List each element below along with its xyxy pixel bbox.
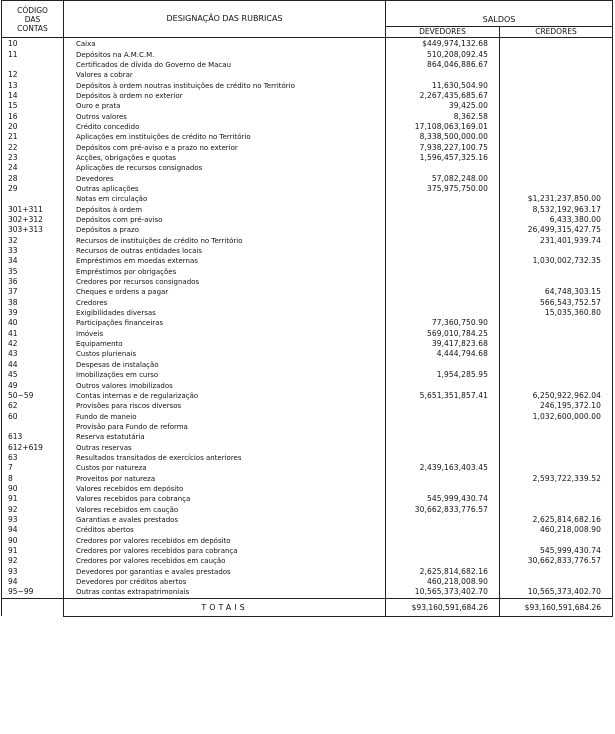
account-description: Empréstimos por obrigações <box>64 267 386 277</box>
devedores-value: 5,651,351,857.41 <box>386 391 500 401</box>
account-code: 94 <box>2 577 64 587</box>
account-code: 613 <box>2 432 64 442</box>
account-code <box>2 60 64 70</box>
account-description: Ouro e prata <box>64 101 386 111</box>
devedores-value <box>386 287 500 297</box>
credores-value <box>500 153 613 163</box>
account-code: 13 <box>2 80 64 90</box>
account-code: 93 <box>2 567 64 577</box>
table-row <box>2 60 613 70</box>
devedores-value: $449,974,132.68 <box>386 38 500 50</box>
account-code: 50~59 <box>2 391 64 401</box>
table-row <box>2 122 613 132</box>
totals-label: TOTAIS <box>64 598 386 616</box>
devedores-value: 2,439,163,403.45 <box>386 463 500 473</box>
account-description: Imóveis <box>64 329 386 339</box>
devedores-value: 17,108,063,169.01 <box>386 122 500 132</box>
credores-value <box>500 318 613 328</box>
account-description: Depósitos à ordem <box>64 205 386 215</box>
account-code: 42 <box>2 339 64 349</box>
devedores-value <box>386 515 500 525</box>
devedores-value: 39,417,823.68 <box>386 339 500 349</box>
credores-value <box>500 101 613 111</box>
table-row <box>2 49 613 59</box>
totals-code-cell <box>2 598 64 616</box>
table-row <box>2 111 613 121</box>
devedores-value: 77,360,750.90 <box>386 318 500 328</box>
credores-value: 8,532,192,963.17 <box>500 205 613 215</box>
account-description: Credores por valores recebidos para cobrança <box>64 546 386 556</box>
table-row <box>2 422 613 432</box>
account-description: Despesas de instalação <box>64 360 386 370</box>
account-description: Crédito concedido <box>64 122 386 132</box>
account-description: Depósitos a prazo <box>64 225 386 235</box>
account-code: 15 <box>2 101 64 111</box>
credores-value <box>500 111 613 121</box>
account-code: 60 <box>2 411 64 421</box>
account-description: Provisões para riscos diversos <box>64 401 386 411</box>
account-description: Custos plurienais <box>64 349 386 359</box>
account-code: 91 <box>2 494 64 504</box>
credores-value <box>500 246 613 256</box>
credores-value <box>500 277 613 287</box>
account-description: Outras reservas <box>64 442 386 452</box>
account-description: Valores a cobrar <box>64 70 386 80</box>
credores-value <box>500 567 613 577</box>
table-row <box>2 504 613 514</box>
table-row <box>2 442 613 452</box>
table-row <box>2 70 613 80</box>
credores-value: 231,401,939.74 <box>500 236 613 246</box>
account-code: 8 <box>2 473 64 483</box>
table-row <box>2 463 613 473</box>
credores-value <box>500 349 613 359</box>
devedores-value: 864,046,886.67 <box>386 60 500 70</box>
account-code: 91 <box>2 546 64 556</box>
account-code: 7 <box>2 463 64 473</box>
account-description: Empréstimos em moedas externas <box>64 256 386 266</box>
devedores-value <box>386 267 500 277</box>
account-description: Valores recebidos para cobrança <box>64 494 386 504</box>
devedores-value <box>386 298 500 308</box>
account-description: Fundo de maneio <box>64 411 386 421</box>
table-row <box>2 370 613 380</box>
account-code: 90 <box>2 484 64 494</box>
account-code: 62 <box>2 401 64 411</box>
account-code: 45 <box>2 370 64 380</box>
credores-value: 2,625,814,682.16 <box>500 515 613 525</box>
account-description: Depósitos na A.M.C.M. <box>64 49 386 59</box>
devedores-value <box>386 546 500 556</box>
account-code: 14 <box>2 91 64 101</box>
table-row <box>2 515 613 525</box>
account-code: 34 <box>2 256 64 266</box>
credores-value <box>500 49 613 59</box>
account-code: 24 <box>2 163 64 173</box>
account-description: Resultados transitados de exercícios anteriores <box>64 453 386 463</box>
table-row <box>2 556 613 566</box>
devedores-value <box>386 453 500 463</box>
account-description: Garantias e avales prestados <box>64 515 386 525</box>
account-code: 612+619 <box>2 442 64 452</box>
credores-value: $1,231,237,850.00 <box>500 194 613 204</box>
account-description: Credores por valores recebidos em depósito <box>64 536 386 546</box>
credores-header: CREDORES <box>500 27 613 38</box>
account-description: Outros valores <box>64 111 386 121</box>
account-description: Devedores por garantias e avales prestados <box>64 567 386 577</box>
table-row <box>2 287 613 297</box>
devedores-value <box>386 556 500 566</box>
credores-value <box>500 91 613 101</box>
credores-value: 2,593,722,339.52 <box>500 473 613 483</box>
devedores-value: 375,975,750.00 <box>386 184 500 194</box>
account-description: Depósitos à ordem noutras instituições de crédito no Território <box>64 80 386 90</box>
devedores-value <box>386 442 500 452</box>
account-description: Devedores por créditos abertos <box>64 577 386 587</box>
credores-value <box>500 453 613 463</box>
table-row <box>2 194 613 204</box>
credores-value: 566,543,752.57 <box>500 298 613 308</box>
table-row <box>2 484 613 494</box>
account-code: 16 <box>2 111 64 121</box>
devedores-header: DEVEDORES <box>386 27 500 38</box>
designation-column-header: DESIGNAÇÃO DAS RUBRICAS <box>64 1 386 38</box>
table-row <box>2 256 613 266</box>
devedores-value <box>386 225 500 235</box>
table-row <box>2 318 613 328</box>
table-row <box>2 163 613 173</box>
devedores-value: 460,218,008.90 <box>386 577 500 587</box>
devedores-value <box>386 536 500 546</box>
table-row <box>2 225 613 235</box>
credores-value: 460,218,008.90 <box>500 525 613 535</box>
credores-value: 545,999,430.74 <box>500 546 613 556</box>
table-row <box>2 215 613 225</box>
account-description: Devedores <box>64 173 386 183</box>
credores-value <box>500 484 613 494</box>
table-row <box>2 329 613 339</box>
devedores-value: 7,938,227,100.75 <box>386 142 500 152</box>
devedores-value: 4,444,794.68 <box>386 349 500 359</box>
devedores-value: 8,338,500,000.00 <box>386 132 500 142</box>
devedores-value: 545,999,430.74 <box>386 494 500 504</box>
account-description: Aplicações em instituições de crédito no Território <box>64 132 386 142</box>
account-description: Valores recebidos em caução <box>64 504 386 514</box>
devedores-value <box>386 194 500 204</box>
devedores-value <box>386 411 500 421</box>
credores-value <box>500 60 613 70</box>
table-row <box>2 536 613 546</box>
table-row <box>2 153 613 163</box>
credores-value: 10,565,373,402.70 <box>500 587 613 598</box>
account-code: 35 <box>2 267 64 277</box>
devedores-value <box>386 215 500 225</box>
credores-value <box>500 80 613 90</box>
devedores-value: 510,208,092.45 <box>386 49 500 59</box>
devedores-value <box>386 236 500 246</box>
credores-value <box>500 267 613 277</box>
account-code <box>2 422 64 432</box>
table-row <box>2 142 613 152</box>
table-row <box>2 411 613 421</box>
account-description: Provisão para Fundo de reforma <box>64 422 386 432</box>
code-header-line: DAS <box>24 14 41 24</box>
table-row <box>2 184 613 194</box>
devedores-value <box>386 401 500 411</box>
balance-rows <box>2 38 613 599</box>
account-description: Depósitos à ordem no exterior <box>64 91 386 101</box>
devedores-value: 569,010,784.25 <box>386 329 500 339</box>
account-description: Credores por valores recebidos em caução <box>64 556 386 566</box>
credores-value: 1,030,002,732.35 <box>500 256 613 266</box>
table-row <box>2 236 613 246</box>
table-row <box>2 360 613 370</box>
devedores-value <box>386 432 500 442</box>
devedores-value: 30,662,833,776.57 <box>386 504 500 514</box>
devedores-value <box>386 70 500 80</box>
devedores-value: 1,954,285.95 <box>386 370 500 380</box>
table-row <box>2 277 613 287</box>
account-description: Outros valores imobilizados <box>64 380 386 390</box>
credores-value: 64,748,303.15 <box>500 287 613 297</box>
account-code: 22 <box>2 142 64 152</box>
account-description: Recursos de instituições de crédito no Território <box>64 236 386 246</box>
account-code: 49 <box>2 380 64 390</box>
account-description: Certificados de dívida do Governo de Macau <box>64 60 386 70</box>
credores-value <box>500 329 613 339</box>
totals-row <box>2 598 613 616</box>
credores-value: 6,250,922,962.04 <box>500 391 613 401</box>
totals-credores: $93,160,591,684.26 <box>500 598 613 616</box>
devedores-value <box>386 484 500 494</box>
code-header-line: CÓDIGO <box>17 5 48 15</box>
credores-value <box>500 380 613 390</box>
code-column-header <box>2 1 64 38</box>
account-description: Aplicações de recursos consignados <box>64 163 386 173</box>
account-description: Acções, obrigações e quotas <box>64 153 386 163</box>
table-row <box>2 101 613 111</box>
account-code: 301+311 <box>2 205 64 215</box>
table-row <box>2 267 613 277</box>
devedores-value <box>386 473 500 483</box>
table-row <box>2 494 613 504</box>
devedores-value <box>386 163 500 173</box>
account-code: 12 <box>2 70 64 80</box>
account-description: Custos por natureza <box>64 463 386 473</box>
credores-value <box>500 173 613 183</box>
table-row <box>2 308 613 318</box>
devedores-value <box>386 246 500 256</box>
credores-value <box>500 339 613 349</box>
account-code: 28 <box>2 173 64 183</box>
table-row <box>2 432 613 442</box>
table-row <box>2 453 613 463</box>
account-code: 43 <box>2 349 64 359</box>
credores-value <box>500 463 613 473</box>
credores-value: 246,195,372.10 <box>500 401 613 411</box>
account-description: Valores recebidos em depósito <box>64 484 386 494</box>
account-code: 44 <box>2 360 64 370</box>
account-code: 20 <box>2 122 64 132</box>
table-row <box>2 401 613 411</box>
credores-value <box>500 163 613 173</box>
devedores-value: 2,625,814,682.16 <box>386 567 500 577</box>
account-code: 41 <box>2 329 64 339</box>
account-description: Caixa <box>64 38 386 50</box>
devedores-value <box>386 205 500 215</box>
table-row <box>2 298 613 308</box>
table-row <box>2 339 613 349</box>
devedores-value: 11,630,504.90 <box>386 80 500 90</box>
account-code: 37 <box>2 287 64 297</box>
devedores-value: 8,362.58 <box>386 111 500 121</box>
account-description: Contas internas e de regularização <box>64 391 386 401</box>
account-code: 302+312 <box>2 215 64 225</box>
account-code: 33 <box>2 246 64 256</box>
devedores-value: 2,267,435,685.67 <box>386 91 500 101</box>
account-code: 32 <box>2 236 64 246</box>
account-code: 303+313 <box>2 225 64 235</box>
devedores-value <box>386 525 500 535</box>
account-description: Participações financeiras <box>64 318 386 328</box>
table-row <box>2 132 613 142</box>
table-row <box>2 349 613 359</box>
account-code <box>2 194 64 204</box>
table-row <box>2 38 613 50</box>
account-code: 29 <box>2 184 64 194</box>
table-row <box>2 473 613 483</box>
account-description: Outras contas extrapatrimoniais <box>64 587 386 598</box>
table-row <box>2 525 613 535</box>
table-row <box>2 546 613 556</box>
account-description: Depósitos com pré-aviso <box>64 215 386 225</box>
table-row <box>2 577 613 587</box>
devedores-value <box>386 277 500 287</box>
saldos-header: SALDOS <box>386 1 613 27</box>
account-code: 39 <box>2 308 64 318</box>
account-description: Imobilizações em curso <box>64 370 386 380</box>
account-code: 23 <box>2 153 64 163</box>
credores-value <box>500 432 613 442</box>
table-row <box>2 391 613 401</box>
account-description: Credores por recursos consignados <box>64 277 386 287</box>
credores-value <box>500 504 613 514</box>
devedores-value <box>386 256 500 266</box>
account-code: 93 <box>2 515 64 525</box>
account-code: 95~99 <box>2 587 64 598</box>
account-code: 36 <box>2 277 64 287</box>
credores-value: 26,499,315,427.75 <box>500 225 613 235</box>
account-code: 94 <box>2 525 64 535</box>
account-description: Proveitos por natureza <box>64 473 386 483</box>
credores-value: 15,035,360.80 <box>500 308 613 318</box>
account-code: 38 <box>2 298 64 308</box>
account-code: 90 <box>2 536 64 546</box>
table-row <box>2 587 613 598</box>
account-description: Depósitos com pré-aviso e a prazo no exterior <box>64 142 386 152</box>
devedores-value: 39,425.00 <box>386 101 500 111</box>
credores-value <box>500 577 613 587</box>
credores-value: 30,662,833,776.57 <box>500 556 613 566</box>
account-description: Reserva estatutária <box>64 432 386 442</box>
table-row <box>2 173 613 183</box>
totals-devedores: $93,160,591,684.26 <box>386 598 500 616</box>
account-description: Notas em circulação <box>64 194 386 204</box>
account-description: Equipamento <box>64 339 386 349</box>
table-row <box>2 91 613 101</box>
account-code: 40 <box>2 318 64 328</box>
credores-value <box>500 38 613 50</box>
credores-value <box>500 442 613 452</box>
credores-value <box>500 494 613 504</box>
account-description: Exigibilidades diversas <box>64 308 386 318</box>
credores-value <box>500 184 613 194</box>
account-code: 92 <box>2 556 64 566</box>
devedores-value <box>386 422 500 432</box>
table-row <box>2 80 613 90</box>
account-code: 11 <box>2 49 64 59</box>
table-row <box>2 205 613 215</box>
credores-value <box>500 360 613 370</box>
account-code: 10 <box>2 38 64 50</box>
devedores-value <box>386 360 500 370</box>
table-row <box>2 380 613 390</box>
devedores-value: 1,596,457,325.16 <box>386 153 500 163</box>
credores-value <box>500 370 613 380</box>
credores-value: 1,032,600,000.00 <box>500 411 613 421</box>
balance-table <box>1 0 613 617</box>
devedores-value: 10,565,373,402.70 <box>386 587 500 598</box>
account-code: 63 <box>2 453 64 463</box>
devedores-value: 57,082,248.00 <box>386 173 500 183</box>
credores-value <box>500 142 613 152</box>
devedores-value <box>386 308 500 318</box>
table-row <box>2 246 613 256</box>
credores-value <box>500 122 613 132</box>
credores-value <box>500 422 613 432</box>
credores-value: 6,433,380.00 <box>500 215 613 225</box>
devedores-value <box>386 380 500 390</box>
credores-value <box>500 132 613 142</box>
credores-value <box>500 70 613 80</box>
account-description: Recursos de outras entidades locais <box>64 246 386 256</box>
account-description: Cheques e ordens a pagar <box>64 287 386 297</box>
code-header-line: CONTAS <box>17 23 48 33</box>
account-description: Créditos abertos <box>64 525 386 535</box>
table-row <box>2 567 613 577</box>
credores-value <box>500 536 613 546</box>
account-description: Outras aplicações <box>64 184 386 194</box>
account-code: 21 <box>2 132 64 142</box>
account-code: 92 <box>2 504 64 514</box>
account-description: Credores <box>64 298 386 308</box>
